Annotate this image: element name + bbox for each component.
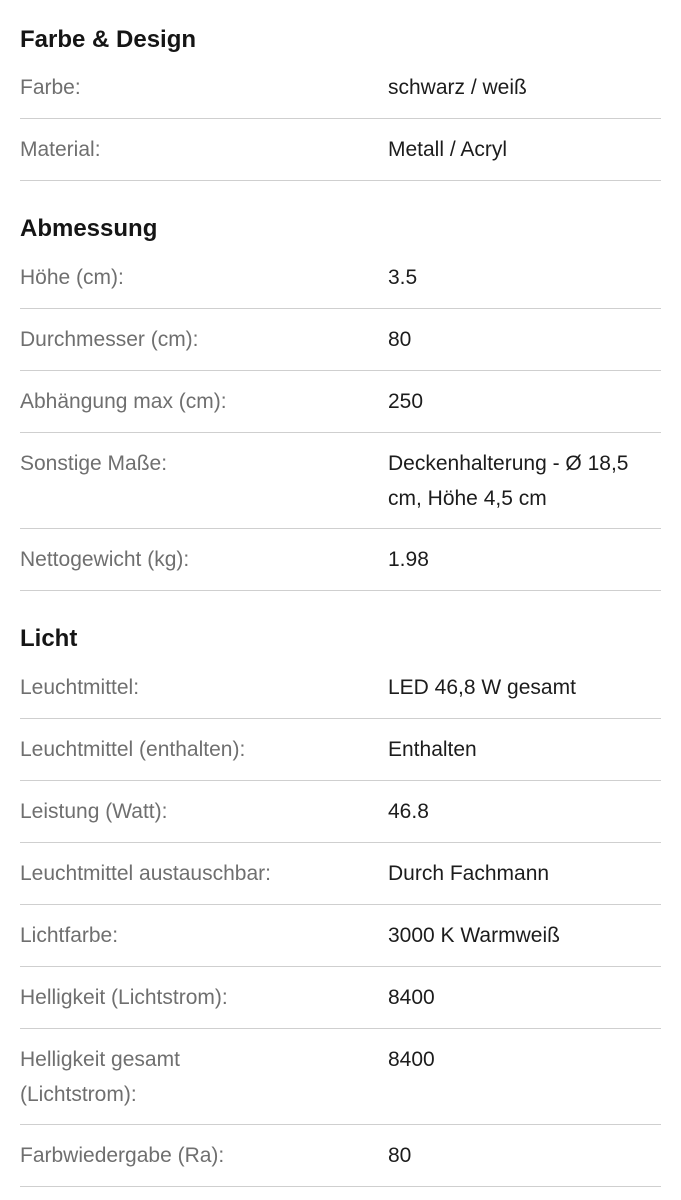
spec-label: Leuchtmittel austauschbar: <box>20 862 271 885</box>
spec-value: 250 <box>388 390 424 413</box>
spec-label: Helligkeit gesamt (Lichtstrom): <box>20 1048 180 1106</box>
spec-row-nettogewicht <box>20 542 661 591</box>
spec-value: Durch Fachmann <box>388 862 550 885</box>
spec-label: Sonstige Maße: <box>20 452 168 475</box>
spec-label: Leuchtmittel (enthalten): <box>20 738 246 761</box>
spec-row-leistung <box>20 794 661 843</box>
spec-label: Höhe (cm): <box>20 266 124 289</box>
spec-value: schwarz / weiß <box>388 76 527 99</box>
spec-value: Enthalten <box>388 738 477 761</box>
spec-row-durchmesser <box>20 322 661 371</box>
spec-label: Farbwiedergabe (Ra): <box>20 1144 225 1167</box>
spec-row-helligkeit-gesamt <box>20 1042 661 1125</box>
spec-label: Helligkeit (Lichtstrom): <box>20 986 228 1009</box>
spec-label: Material: <box>20 138 101 161</box>
section-title-farbe-design: Farbe & Design <box>20 26 197 53</box>
spec-label: Farbe: <box>20 76 81 99</box>
spec-label: Abhängung max (cm): <box>20 390 227 413</box>
spec-label: Lichtfarbe: <box>20 924 119 947</box>
spec-value: 3000 K Warmweiß <box>388 924 560 947</box>
spec-value: LED 46,8 W gesamt <box>388 676 576 699</box>
section-title-abmessung: Abmessung <box>20 215 158 242</box>
spec-row-farbwiedergabe <box>20 1138 661 1187</box>
spec-label: Nettogewicht (kg): <box>20 548 190 571</box>
spec-row-abhaengung <box>20 384 661 433</box>
spec-row-helligkeit <box>20 980 661 1029</box>
spec-value: Deckenhalterung - Ø 18,5 cm, Höhe 4,5 cm <box>388 452 629 510</box>
spec-value: 1.98 <box>388 548 429 571</box>
spec-row-leuchtmittel-austauschbar <box>20 856 661 905</box>
section-title-licht: Licht <box>20 625 78 652</box>
spec-row-farbe <box>20 70 661 119</box>
spec-row-material <box>20 132 661 181</box>
spec-value: Metall / Acryl <box>388 138 508 161</box>
spec-value: 80 <box>388 328 412 351</box>
spec-row-leuchtmittel-enthalten <box>20 732 661 781</box>
spec-label: Leuchtmittel: <box>20 676 140 699</box>
spec-value: 46.8 <box>388 800 429 823</box>
spec-row-hoehe <box>20 260 661 309</box>
spec-value: 3.5 <box>388 266 418 289</box>
spec-value: 80 <box>388 1144 412 1167</box>
spec-value: 8400 <box>388 1048 435 1071</box>
spec-value: 8400 <box>388 986 435 1009</box>
spec-row-lichtfarbe <box>20 918 661 967</box>
spec-row-sonstige-masse <box>20 446 661 529</box>
spec-label: Leistung (Watt): <box>20 800 168 823</box>
spec-row-leuchtmittel <box>20 670 661 719</box>
spec-label: Durchmesser (cm): <box>20 328 199 351</box>
